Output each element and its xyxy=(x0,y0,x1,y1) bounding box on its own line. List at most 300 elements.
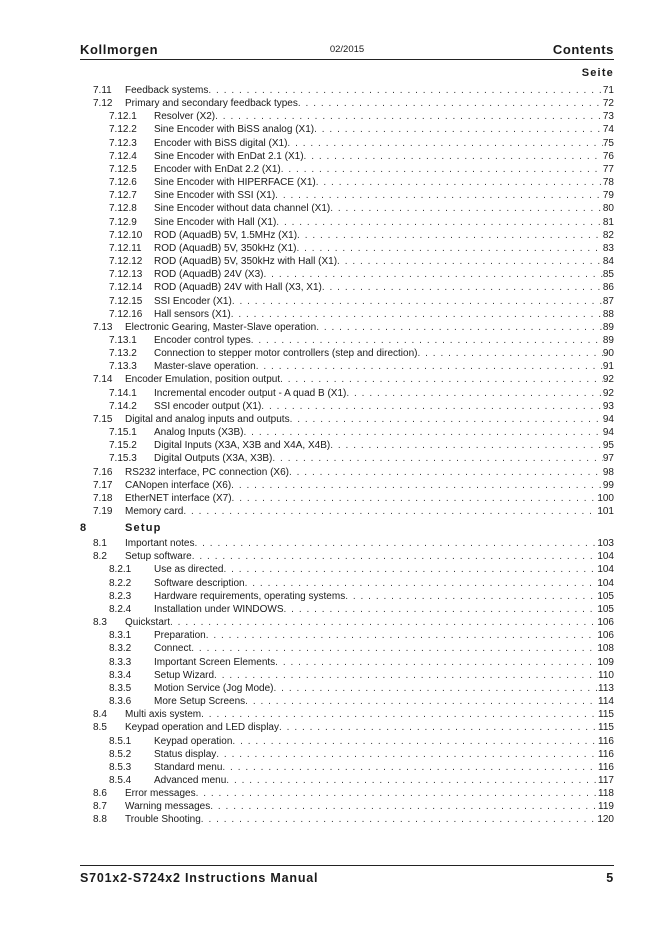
toc-entry-line xyxy=(154,189,614,202)
toc-entry-title: Keypad operation and LED display xyxy=(125,722,279,734)
toc-entry[interactable] xyxy=(80,669,614,682)
toc-entry[interactable] xyxy=(80,563,614,576)
dot-leader xyxy=(215,110,603,123)
toc-entry-title: Connect xyxy=(154,643,192,655)
toc-entry-page: 95 xyxy=(602,440,614,452)
toc-entry-line xyxy=(154,735,614,748)
toc-entry-page: 100 xyxy=(597,492,614,504)
toc-entry-page: 77 xyxy=(602,163,614,175)
toc-entry-line xyxy=(125,492,614,505)
toc-entry[interactable] xyxy=(80,748,614,761)
toc-entry[interactable] xyxy=(80,242,614,255)
toc-entry[interactable] xyxy=(80,590,614,603)
toc-entry-line xyxy=(125,321,614,334)
dot-leader xyxy=(272,452,602,465)
toc-entry[interactable] xyxy=(80,479,614,492)
toc-entry-title: Motion Service (Jog Mode) xyxy=(154,682,274,694)
toc-entry-page: 98 xyxy=(602,466,614,478)
dot-leader xyxy=(314,123,603,136)
toc-entry-page: 91 xyxy=(602,361,614,373)
toc-entry-line xyxy=(154,426,614,439)
toc-entry-page: 119 xyxy=(598,801,614,813)
dot-leader xyxy=(261,400,603,413)
toc-entry-page: 108 xyxy=(597,643,614,655)
toc-entry-title: Digital Inputs (X3A, X3B and X4A, X4B) xyxy=(154,440,331,452)
toc-entry-number: 8.7 xyxy=(93,801,107,813)
toc-entry-page: 75 xyxy=(602,137,614,149)
dot-leader xyxy=(192,550,598,563)
dot-leader xyxy=(290,413,603,426)
toc-entry[interactable] xyxy=(80,466,614,479)
toc-entry[interactable] xyxy=(80,616,614,629)
toc-entry[interactable] xyxy=(80,721,614,734)
dot-leader xyxy=(284,603,598,616)
toc-entry-number: 8.5 xyxy=(93,722,107,734)
toc-entry[interactable] xyxy=(80,642,614,655)
toc-entry[interactable] xyxy=(80,281,614,294)
toc-entry[interactable] xyxy=(80,373,614,386)
toc-entry-number: 8.6 xyxy=(93,788,107,800)
toc-entry-title: Sine Encoder without data channel (X1) xyxy=(154,203,331,215)
toc-entry-title: Analog Inputs (X3B) xyxy=(154,427,244,439)
toc-entry-line xyxy=(154,281,614,294)
toc-entry-number: 7.12.14 xyxy=(109,282,143,294)
dot-leader xyxy=(214,669,598,682)
toc-entry-number: 8.1 xyxy=(93,538,107,550)
toc-entry[interactable] xyxy=(80,216,614,229)
toc-entry-title: Important Screen Elements xyxy=(154,656,276,668)
toc-entry-number: 8.5.4 xyxy=(109,774,132,786)
toc-entry[interactable] xyxy=(80,537,614,550)
toc-entry[interactable] xyxy=(80,110,614,123)
toc-entry[interactable] xyxy=(80,97,614,110)
toc-entry-title: Sine Encoder with HIPERFACE (X1) xyxy=(154,177,316,189)
toc-entry-title: Connection to stepper motor controllers (step and direction) xyxy=(154,348,418,360)
toc-entry-number: 8.4 xyxy=(93,709,107,721)
toc-entry[interactable] xyxy=(80,202,614,215)
toc-entry-line xyxy=(125,616,614,629)
toc-entry-page: 76 xyxy=(602,150,614,162)
dot-leader xyxy=(251,334,603,347)
toc-entry-number: 7.18 xyxy=(93,492,113,504)
toc-entry-number: 7.13.1 xyxy=(109,334,137,346)
dot-leader xyxy=(222,761,598,774)
toc-entry-line xyxy=(125,708,614,721)
chapter-number: 8 xyxy=(80,522,87,535)
toc-entry-page: 94 xyxy=(602,427,614,439)
toc-entry-page: 115 xyxy=(598,722,614,734)
toc-entry[interactable] xyxy=(80,656,614,669)
toc-entry-title: Incremental encoder output - A quad B (X1) xyxy=(154,387,347,399)
toc-entry[interactable] xyxy=(80,163,614,176)
toc-entry-page: 117 xyxy=(598,774,614,786)
dot-leader xyxy=(276,216,603,229)
toc-entry-number: 7.16 xyxy=(93,466,113,478)
toc-entry-title: Advanced menu xyxy=(154,774,227,786)
toc-entry-page: 93 xyxy=(602,400,614,412)
toc-entry-number: 7.13.2 xyxy=(109,348,137,360)
toc-entry[interactable] xyxy=(80,813,614,826)
toc-entry[interactable] xyxy=(80,308,614,321)
toc-entry-page: 110 xyxy=(598,669,614,681)
toc-entry-title: More Setup Screens xyxy=(154,696,246,708)
toc-entry-title: Primary and secondary feedback types xyxy=(125,98,298,110)
toc-entry-page: 73 xyxy=(602,111,614,123)
brand-name: Kollmorgen xyxy=(80,42,159,57)
toc-entry-page: 90 xyxy=(602,348,614,360)
dot-leader xyxy=(296,242,602,255)
toc-entry-title: Digital Outputs (X3A, X3B) xyxy=(154,453,273,465)
toc-entry-line xyxy=(154,295,614,308)
toc-entry-line xyxy=(154,563,614,576)
toc-entry-line xyxy=(154,590,614,603)
dot-leader xyxy=(279,721,598,734)
toc-section-7 xyxy=(80,84,614,518)
toc-entry[interactable] xyxy=(80,735,614,748)
toc-entry-page: 97 xyxy=(602,453,614,465)
dot-leader xyxy=(170,616,597,629)
dot-leader xyxy=(337,255,603,268)
toc-entry-line xyxy=(154,216,614,229)
toc-entry[interactable] xyxy=(80,360,614,373)
toc-entry[interactable] xyxy=(80,695,614,708)
dot-leader xyxy=(281,163,603,176)
toc-entry-page: 72 xyxy=(602,98,614,110)
toc-entry-page: 82 xyxy=(602,229,614,241)
toc-entry-line xyxy=(154,439,614,452)
toc-entry-title: Warning messages xyxy=(125,801,211,813)
toc-entry[interactable] xyxy=(80,426,614,439)
toc-section-8 xyxy=(80,537,614,826)
toc-entry-number: 7.14.1 xyxy=(109,387,137,399)
toc-entry[interactable] xyxy=(80,189,614,202)
toc-entry-page: 99 xyxy=(602,479,614,491)
toc-entry-line xyxy=(154,400,614,413)
toc-entry-title: Encoder Emulation, position output xyxy=(125,374,281,386)
toc-entry-number: 8.3.6 xyxy=(109,696,132,708)
dot-leader xyxy=(330,202,603,215)
dot-leader xyxy=(196,787,598,800)
toc-entry-page: 106 xyxy=(597,617,614,629)
toc-entry-title: Important notes xyxy=(125,538,195,550)
toc-entry-line xyxy=(154,268,614,281)
toc-entry-page: 115 xyxy=(598,709,614,721)
toc-entry-page: 116 xyxy=(598,761,614,773)
toc-entry-line xyxy=(125,813,614,826)
toc-entry-line xyxy=(154,229,614,242)
toc-entry-title: SSI encoder output (X1) xyxy=(154,400,262,412)
toc-entry[interactable] xyxy=(80,761,614,774)
toc-entry-title: Hardware requirements, operating systems xyxy=(154,590,346,602)
toc-entry-line xyxy=(125,466,614,479)
toc-entry-page: 86 xyxy=(602,282,614,294)
toc-entry[interactable] xyxy=(80,413,614,426)
toc-entry-line xyxy=(154,123,614,136)
toc-entry-page: 116 xyxy=(598,748,614,760)
dot-leader xyxy=(232,492,598,505)
toc-entry-number: 7.12.16 xyxy=(109,308,143,320)
toc-entry-page: 71 xyxy=(602,85,614,96)
toc-entry-line xyxy=(125,550,614,563)
toc-entry-title: EtherNET interface (X7) xyxy=(125,492,232,504)
dot-leader xyxy=(275,189,603,202)
toc-entry-line xyxy=(154,387,614,400)
toc-entry-line xyxy=(154,255,614,268)
toc-entry-title: Feedback systems xyxy=(125,85,209,96)
toc-entry-number: 7.12.2 xyxy=(109,124,137,136)
dot-leader xyxy=(232,735,598,748)
dot-leader xyxy=(231,479,603,492)
toc-entry[interactable] xyxy=(80,123,614,136)
toc-entry-page: 104 xyxy=(597,564,614,576)
toc-entry-line xyxy=(154,202,614,215)
toc-entry-number: 7.12.12 xyxy=(109,256,143,268)
toc-entry-page: 74 xyxy=(602,124,614,136)
dot-leader xyxy=(275,656,597,669)
toc-entry[interactable] xyxy=(80,800,614,813)
dot-leader xyxy=(330,439,603,452)
toc-entry-page: 118 xyxy=(598,788,614,800)
dot-leader xyxy=(232,295,603,308)
toc-entry-number: 7.13 xyxy=(93,321,113,333)
toc-entry[interactable] xyxy=(80,268,614,281)
page-number: 5 xyxy=(606,871,614,885)
toc-entry-title: RS232 interface, PC connection (X6) xyxy=(125,466,289,478)
toc-entry-page: 87 xyxy=(602,295,614,307)
toc-entry-title: Trouble Shooting xyxy=(125,814,201,826)
toc-entry-number: 7.12.3 xyxy=(109,137,137,149)
toc-entry-line xyxy=(154,110,614,123)
toc-entry-line xyxy=(154,308,614,321)
dot-leader xyxy=(183,505,597,518)
toc-entry[interactable] xyxy=(80,774,614,787)
toc-entry-number: 7.12.11 xyxy=(109,242,142,254)
toc-entry-page: 92 xyxy=(602,374,614,386)
toc-entry-title: Master-slave operation xyxy=(154,361,256,373)
toc-entry-page: 88 xyxy=(602,308,614,320)
dot-leader xyxy=(316,321,603,334)
toc-entry-number: 8.2 xyxy=(93,551,107,563)
toc-entry-number: 8.5.1 xyxy=(109,735,132,747)
dot-leader xyxy=(274,682,599,695)
toc-entry-number: 8.2.4 xyxy=(109,603,132,615)
toc-entry-line xyxy=(154,629,614,642)
toc-entry-line xyxy=(125,721,614,734)
dot-leader xyxy=(287,137,602,150)
toc-entry-page: 85 xyxy=(602,269,614,281)
toc-entry-page: 114 xyxy=(598,696,614,708)
toc-entry[interactable] xyxy=(80,550,614,563)
toc-entry-line xyxy=(125,787,614,800)
toc-entry-number: 7.12.1 xyxy=(109,111,137,123)
toc-entry-title: Keypad operation xyxy=(154,735,233,747)
toc-entry-title: Memory card xyxy=(125,506,184,517)
toc-entry-number: 7.13.3 xyxy=(109,361,137,373)
toc-entry-title: Preparation xyxy=(154,630,206,642)
dot-leader xyxy=(298,97,603,110)
toc-entry[interactable] xyxy=(80,334,614,347)
toc-entry-number: 7.15.1 xyxy=(109,427,137,439)
toc-entry[interactable] xyxy=(80,452,614,465)
toc-entry-title: Hall sensors (X1) xyxy=(154,308,231,320)
toc-entry-number: 8.2.3 xyxy=(109,590,132,602)
toc-entry[interactable] xyxy=(80,137,614,150)
toc-entry-line xyxy=(154,163,614,176)
toc-entry-number: 8.8 xyxy=(93,814,107,826)
toc-entry-title: ROD (AquadB) 24V (X3) xyxy=(154,269,264,281)
toc-entry-title: Standard menu xyxy=(154,761,223,773)
toc-entry-number: 7.12.13 xyxy=(109,269,143,281)
toc-entry-number: 8.2.2 xyxy=(109,577,132,589)
toc-entry-line xyxy=(154,656,614,669)
toc-entry-title: ROD (AquadB) 5V, 350kHz with Hall (X1) xyxy=(154,256,338,268)
toc-entry[interactable] xyxy=(80,400,614,413)
toc-entry-title: Encoder with BiSS digital (X1) xyxy=(154,137,288,149)
toc-entry-number: 7.12.4 xyxy=(109,150,137,162)
toc-entry-number: 7.12 xyxy=(93,98,113,110)
toc-entry-page: 104 xyxy=(597,577,614,589)
toc-entry-page: 106 xyxy=(597,630,614,642)
dot-leader xyxy=(244,426,603,439)
dot-leader xyxy=(345,590,597,603)
toc-entry-title: Encoder with EnDat 2.2 (X1) xyxy=(154,163,281,175)
toc-entry[interactable] xyxy=(80,787,614,800)
toc-entry[interactable] xyxy=(80,150,614,163)
toc-entry-line xyxy=(154,774,614,787)
toc-entry-page: 79 xyxy=(602,190,614,202)
toc-entry[interactable] xyxy=(80,347,614,360)
toc-entry[interactable] xyxy=(80,492,614,505)
dot-leader xyxy=(206,629,598,642)
toc-entry[interactable] xyxy=(80,439,614,452)
toc-entry-line xyxy=(154,347,614,360)
toc-entry-title: CANopen interface (X6) xyxy=(125,479,232,491)
toc-entry[interactable] xyxy=(80,229,614,242)
toc-entry-number: 7.11 xyxy=(93,85,112,96)
toc-entry[interactable] xyxy=(80,629,614,642)
chapter-title: Setup xyxy=(125,522,162,535)
toc-entry-number: 8.3.3 xyxy=(109,656,132,668)
toc-entry-number: 7.12.9 xyxy=(109,216,137,228)
toc-entry-line xyxy=(154,577,614,590)
toc-entry-line xyxy=(154,695,614,708)
toc-entry-page: 104 xyxy=(597,551,614,563)
toc-entry-number: 8.2.1 xyxy=(109,564,132,576)
toc-entry-line xyxy=(125,373,614,386)
dot-leader xyxy=(256,360,603,373)
toc-entry-page: 84 xyxy=(602,256,614,268)
toc-entry-title: SSI Encoder (X1) xyxy=(154,295,232,307)
header-rule xyxy=(80,59,614,60)
toc-entry-title: ROD (AquadB) 5V, 350kHz (X1) xyxy=(154,242,297,254)
toc-entry-number: 7.12.6 xyxy=(109,177,137,189)
toc-entry-line xyxy=(125,505,614,518)
toc-entry-number: 7.15.3 xyxy=(109,453,137,465)
toc-entry[interactable] xyxy=(80,505,614,518)
footer-rule xyxy=(80,865,614,866)
toc-entry[interactable] xyxy=(80,387,614,400)
toc-entry-page: 116 xyxy=(598,735,614,747)
toc-entry[interactable] xyxy=(80,176,614,189)
toc-entry-line xyxy=(154,137,614,150)
toc-entry-title: Resolver (X2) xyxy=(154,111,216,123)
toc-entry-number: 8.3.1 xyxy=(109,630,132,642)
dot-leader xyxy=(280,373,603,386)
toc-entry-title: Error messages xyxy=(125,788,196,800)
dot-leader xyxy=(201,708,598,721)
toc-entry[interactable] xyxy=(80,603,614,616)
dot-leader xyxy=(191,642,597,655)
toc-entry[interactable] xyxy=(80,682,614,695)
toc-entry[interactable] xyxy=(80,295,614,308)
toc-entry-title: Sine Encoder with EnDat 2.1 (X1) xyxy=(154,150,304,162)
toc-entry-page: 101 xyxy=(597,506,614,517)
toc-entry-page: 109 xyxy=(597,656,614,668)
toc-entry-line xyxy=(154,360,614,373)
dot-leader xyxy=(208,84,603,97)
dot-leader xyxy=(264,268,603,281)
toc-entry-title: ROD (AquadB) 5V, 1.5MHz (X1) xyxy=(154,229,298,241)
toc-entry-line xyxy=(154,669,614,682)
toc-entry[interactable] xyxy=(80,255,614,268)
toc-entry-line xyxy=(125,479,614,492)
dot-leader xyxy=(417,347,602,360)
toc-entry-line xyxy=(125,84,614,97)
section-title: Contents xyxy=(552,42,614,57)
toc-entry-page: 105 xyxy=(597,590,614,602)
manual-title: S701x2-S724x2 Instructions Manual xyxy=(80,871,319,885)
toc-entry-line xyxy=(125,413,614,426)
dot-leader xyxy=(223,563,597,576)
dot-leader xyxy=(346,387,603,400)
toc-entry-title: Software description xyxy=(154,577,245,589)
toc-entry[interactable] xyxy=(80,708,614,721)
toc-entry-number: 7.15 xyxy=(93,413,113,425)
toc-entry-number: 8.3.4 xyxy=(109,669,132,681)
toc-entry-page: 92 xyxy=(602,387,614,399)
dot-leader xyxy=(245,695,598,708)
toc-entry-title: Encoder control types xyxy=(154,334,251,346)
toc-entry-number: 7.17 xyxy=(93,479,113,491)
header-date: 02/2015 xyxy=(329,44,365,55)
toc-entry-number: 7.12.8 xyxy=(109,203,137,215)
toc-entry-page: 78 xyxy=(602,177,614,189)
dot-leader xyxy=(316,176,603,189)
toc-entry-line xyxy=(154,176,614,189)
toc-entry-line xyxy=(154,642,614,655)
toc-entry-line xyxy=(154,748,614,761)
toc-entry-number: 7.12.15 xyxy=(109,295,143,307)
table-of-contents xyxy=(80,84,614,827)
dot-leader xyxy=(289,466,603,479)
toc-entry-number: 7.15.2 xyxy=(109,440,137,452)
toc-entry[interactable] xyxy=(80,577,614,590)
toc-entry-line xyxy=(125,97,614,110)
toc-entry-line xyxy=(154,150,614,163)
toc-entry-line xyxy=(154,334,614,347)
chapter-heading[interactable] xyxy=(80,520,614,537)
toc-entry-line xyxy=(154,761,614,774)
toc-entry-title: Sine Encoder with Hall (X1) xyxy=(154,216,277,228)
toc-entry[interactable] xyxy=(80,321,614,334)
toc-entry[interactable] xyxy=(80,84,614,97)
toc-entry-title: Installation under WINDOWS xyxy=(154,603,284,615)
toc-entry-page: 113 xyxy=(598,682,614,694)
dot-leader xyxy=(231,308,603,321)
toc-entry-title: Quickstart xyxy=(125,617,171,629)
toc-entry-title: Use as directed xyxy=(154,564,224,576)
toc-entry-title: Electronic Gearing, Master-Slave operation xyxy=(125,321,317,333)
